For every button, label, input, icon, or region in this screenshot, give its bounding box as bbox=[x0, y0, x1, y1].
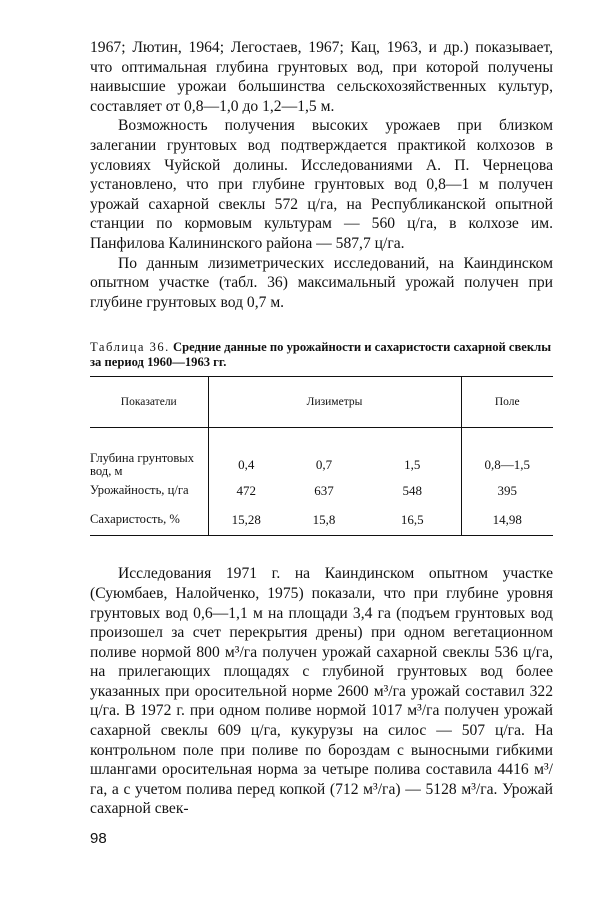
paragraph-1971-study: Исследования 1971 г. на Каиндинском опытном участке (Суюмбаев, Налойченко, 1975) показали, что при глубине уровня грунтовых вод 0,6—1,1 м на площади 3,4 га (подъем грунтовых вод произошел за счет перекрытия дрены) при одном вегетационном поливе нормой 800 м³/га получен урожай сахарной свеклы 536 ц/га, на прилегающих площадях с глубиной грунтовых вод более указанных при оросительной норме 2600 м³/га урожай составил 322 ц/га. В 1972 г. при одном поливе нормой 1017 м³/га получен урожай сахарной свеклы 609 ц/га, кукурузы на силос — 507 ц/га. На контрольном поле при поливе по бороздам с выносными гибкими шлангами оросительная норма за четыре полива составила 4416 м³/га, а с учетом полива перед копкой (712 м³/га) — 5128 м³/га. Урожай сахарной свек- bbox=[90, 565, 553, 818]
header-indicators: Показатели bbox=[90, 377, 208, 428]
table-cell: 0,7 bbox=[315, 456, 333, 472]
table-cell: 637 bbox=[314, 482, 334, 498]
table-caption bbox=[90, 340, 553, 370]
table-cell: 14,98 bbox=[461, 504, 553, 536]
table-cell: 0,8—1,5 bbox=[461, 452, 553, 478]
table-header-row bbox=[90, 377, 553, 428]
table-row bbox=[90, 478, 553, 504]
table-label: Таблица 36. bbox=[90, 340, 170, 355]
row-label: Урожайность, ц/га bbox=[90, 483, 189, 498]
table-title: Средние данные по урожайности и сахаристости сахарной свеклы за период 1960—1963 гг. bbox=[90, 340, 552, 370]
table-row bbox=[90, 504, 553, 536]
table-cell: 15,28 bbox=[208, 504, 284, 536]
table-cell: 395 bbox=[461, 478, 553, 504]
paragraph-lysimeter: По данным лизиметрических исследований, на Каиндинском опытном участке (табл. 36) максимальный урожай получен при глубине грунтовых вод 0,7 м. bbox=[90, 254, 553, 311]
page-number: 98 bbox=[90, 830, 107, 847]
table-row bbox=[90, 452, 553, 478]
paragraph-intro: 1967; Лютин, 1964; Легостаев, 1967; Кац, 1963, и др.) показывает, что оптимальная глубина грунтовых вод, при которой получены наивысшие урожаи большинства сельскохозяйственных культур, составляет от 0,8—1,0 до 1,2—1,5 м. bbox=[90, 39, 553, 115]
header-field: Поле bbox=[461, 377, 553, 428]
table-cell: 472 bbox=[208, 478, 284, 504]
data-table bbox=[90, 376, 553, 536]
page-content bbox=[90, 38, 553, 819]
table-cell: 0,4 bbox=[208, 452, 284, 478]
row-label: Глубина грунтовых вод, м bbox=[90, 450, 195, 478]
table-cell: 15,8 bbox=[312, 511, 336, 527]
table-cell: 548 bbox=[402, 482, 422, 498]
table-cell: 16,5 bbox=[400, 511, 424, 527]
table-cell: 1,5 bbox=[404, 456, 421, 472]
paragraph-chuy-valley: Возможность получения высоких урожаев при близком залегании грунтовых вод подтверждается практикой колхозов в условиях Чуйской долины. Исследованиями А. П. Чернецова установлено, что при глубине грунтовых вод 0,8—1 м получен урожай сахарной свеклы 572 ц/га, на Республиканской опытной станции по кормовым культурам — 560 ц/га, в колхозе им. Панфилова Калининского района — 587,7 ц/га. bbox=[90, 117, 553, 252]
row-label: Сахаристость, % bbox=[90, 512, 180, 527]
header-lysimeters: Лизиметры bbox=[208, 377, 461, 428]
